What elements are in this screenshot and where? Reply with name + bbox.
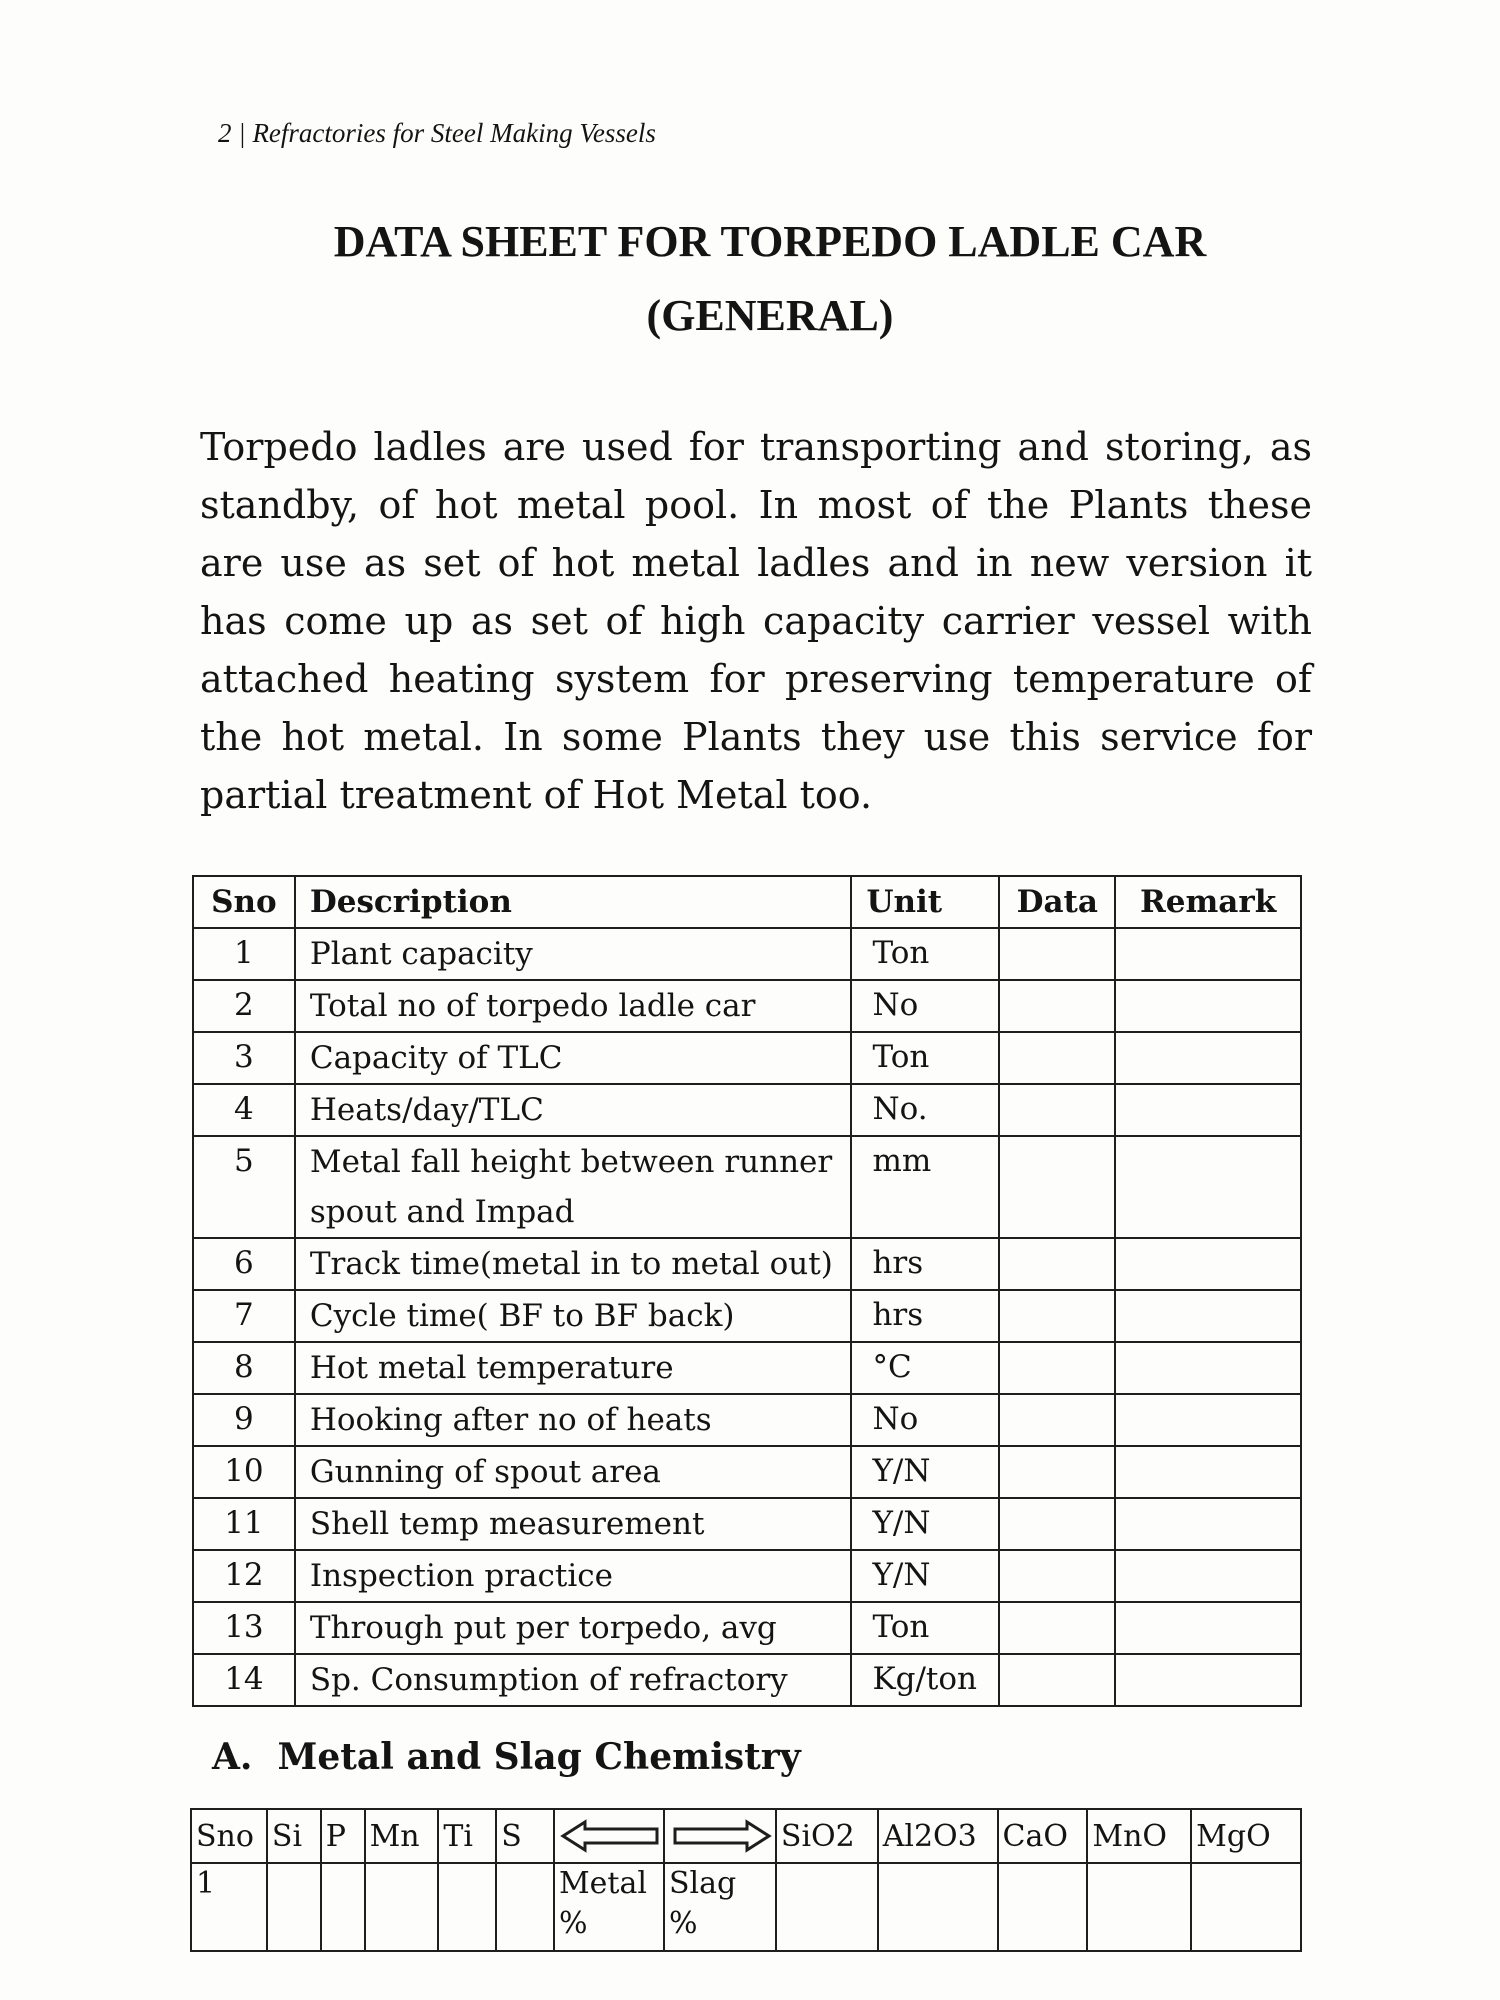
table-row [193, 1084, 1301, 1136]
row-sno: 5 [193, 1136, 295, 1238]
chemistry-table [190, 1808, 1302, 1952]
row-unit: °C [851, 1342, 999, 1394]
section-heading-a [212, 1736, 801, 1778]
chem-header-p: P [321, 1809, 365, 1863]
row-description: Plant capacity [295, 928, 852, 980]
slag-label-cell [664, 1863, 776, 1951]
page-number: 2 [218, 118, 232, 148]
row-description: Through put per torpedo, avg [295, 1602, 852, 1654]
row-data-cell[interactable] [999, 1654, 1115, 1706]
row-data-cell[interactable] [999, 1290, 1115, 1342]
right-arrow-icon [669, 1818, 773, 1854]
table-row [193, 1602, 1301, 1654]
metal-unit: % [558, 1906, 588, 1941]
chem-header-mno: MnO [1087, 1809, 1191, 1863]
metal-label: Metal [558, 1866, 647, 1901]
row-sno: 13 [193, 1602, 295, 1654]
table-row [193, 1550, 1301, 1602]
chem-header-sio2: SiO2 [776, 1809, 878, 1863]
chem-sio2-cell[interactable] [776, 1863, 878, 1951]
row-unit: No [851, 980, 999, 1032]
left-arrow-icon [559, 1818, 663, 1854]
row-unit: Y/N [851, 1446, 999, 1498]
row-sno: 14 [193, 1654, 295, 1706]
chem-mno-cell[interactable] [1087, 1863, 1191, 1951]
row-unit: Ton [851, 1602, 999, 1654]
row-description: Shell temp measurement [295, 1498, 852, 1550]
row-unit: mm [851, 1136, 999, 1238]
row-remark-cell[interactable] [1115, 1032, 1301, 1084]
page-title-line1: DATA SHEET FOR TORPEDO LADLE CAR [333, 217, 1207, 266]
row-description: Hot metal temperature [295, 1342, 852, 1394]
chem-header-mn: Mn [365, 1809, 439, 1863]
table-header-row [193, 876, 1301, 928]
table-row [193, 980, 1301, 1032]
row-remark-cell[interactable] [1115, 1394, 1301, 1446]
chem-data-row [191, 1863, 1301, 1951]
table-row [193, 1238, 1301, 1290]
row-remark-cell[interactable] [1115, 1446, 1301, 1498]
row-unit: Y/N [851, 1498, 999, 1550]
row-sno: 8 [193, 1342, 295, 1394]
metal-arrow-cell [554, 1809, 664, 1863]
chem-header-mgo: MgO [1191, 1809, 1301, 1863]
header-sno: Sno [193, 876, 295, 928]
header-remark: Remark [1115, 876, 1301, 928]
slag-label: Slag [668, 1866, 737, 1901]
row-remark-cell[interactable] [1115, 980, 1301, 1032]
chem-al2o3-cell[interactable] [878, 1863, 998, 1951]
row-unit: No. [851, 1084, 999, 1136]
chem-p-cell[interactable] [321, 1863, 365, 1951]
chem-mn-cell[interactable] [365, 1863, 439, 1951]
row-description: Cycle time( BF to BF back) [295, 1290, 852, 1342]
row-description: Capacity of TLC [295, 1032, 852, 1084]
metal-label-cell [554, 1863, 664, 1951]
row-description: Metal fall height between runner spout and Impad [295, 1136, 852, 1238]
row-remark-cell[interactable] [1115, 1136, 1301, 1238]
row-data-cell[interactable] [999, 1084, 1115, 1136]
row-remark-cell[interactable] [1115, 1654, 1301, 1706]
row-unit: No [851, 1394, 999, 1446]
header-description: Description [295, 876, 852, 928]
chem-ti-cell[interactable] [438, 1863, 496, 1951]
row-sno: 1 [193, 928, 295, 980]
chem-header-si: Si [267, 1809, 321, 1863]
book-title: Refractories for Steel Making Vessels [252, 118, 656, 148]
row-data-cell[interactable] [999, 1238, 1115, 1290]
table-row [193, 1290, 1301, 1342]
table-row [193, 928, 1301, 980]
row-unit: Ton [851, 1032, 999, 1084]
table-row [193, 1654, 1301, 1706]
row-description: Gunning of spout area [295, 1446, 852, 1498]
row-data-cell[interactable] [999, 980, 1115, 1032]
row-sno: 11 [193, 1498, 295, 1550]
row-sno: 4 [193, 1084, 295, 1136]
row-remark-cell[interactable] [1115, 1550, 1301, 1602]
row-data-cell[interactable] [999, 1032, 1115, 1084]
chem-header-s: S [496, 1809, 554, 1863]
row-remark-cell[interactable] [1115, 928, 1301, 980]
row-remark-cell[interactable] [1115, 1290, 1301, 1342]
row-sno: 3 [193, 1032, 295, 1084]
row-data-cell[interactable] [999, 1498, 1115, 1550]
row-sno: 10 [193, 1446, 295, 1498]
table-row [193, 1446, 1301, 1498]
chem-row-sno: 1 [191, 1863, 267, 1951]
row-data-cell[interactable] [999, 928, 1115, 980]
torpedo-data-table [192, 875, 1302, 1707]
row-description: Track time(metal in to metal out) [295, 1238, 852, 1290]
header-separator: | [238, 118, 246, 148]
chem-header-row [191, 1809, 1301, 1863]
row-data-cell[interactable] [999, 1136, 1115, 1238]
table-row [193, 1342, 1301, 1394]
row-sno: 6 [193, 1238, 295, 1290]
row-data-cell[interactable] [999, 1342, 1115, 1394]
section-label: A. [212, 1736, 253, 1778]
row-remark-cell[interactable] [1115, 1602, 1301, 1654]
row-data-cell[interactable] [999, 1394, 1115, 1446]
page-title-line2: (GENERAL) [646, 291, 894, 340]
row-remark-cell[interactable] [1115, 1238, 1301, 1290]
row-description: Inspection practice [295, 1550, 852, 1602]
header-unit: Unit [851, 876, 999, 928]
row-data-cell[interactable] [999, 1446, 1115, 1498]
chem-header-cao: CaO [998, 1809, 1088, 1863]
row-sno: 12 [193, 1550, 295, 1602]
table-row [193, 1498, 1301, 1550]
row-unit: Ton [851, 928, 999, 980]
running-header [218, 118, 656, 149]
row-unit: Y/N [851, 1550, 999, 1602]
row-sno: 9 [193, 1394, 295, 1446]
table-row [193, 1032, 1301, 1084]
table-row [193, 1136, 1301, 1238]
header-data: Data [999, 876, 1115, 928]
row-description: Hooking after no of heats [295, 1394, 852, 1446]
row-unit: hrs [851, 1290, 999, 1342]
row-unit: Kg/ton [851, 1654, 999, 1706]
chem-mgo-cell[interactable] [1191, 1863, 1301, 1951]
chem-si-cell[interactable] [267, 1863, 321, 1951]
intro-paragraph: Torpedo ladles are used for transporting and storing, as standby, of hot metal pool. In most of the Plants these are use as set of hot metal ladles and in new version it has come up as set of high capacity carrier vessel with attached heating system for preserving temperature of the hot metal. In some Plants they use this service for partial treatment of Hot Metal too. [200, 425, 1312, 817]
chem-header-al2o3: Al2O3 [878, 1809, 998, 1863]
row-description: Heats/day/TLC [295, 1084, 852, 1136]
chem-s-cell[interactable] [496, 1863, 554, 1951]
row-remark-cell[interactable] [1115, 1498, 1301, 1550]
section-title: Metal and Slag Chemistry [277, 1736, 801, 1778]
row-data-cell[interactable] [999, 1602, 1115, 1654]
row-sno: 7 [193, 1290, 295, 1342]
row-remark-cell[interactable] [1115, 1342, 1301, 1394]
slag-arrow-cell [664, 1809, 776, 1863]
row-description: Total no of torpedo ladle car [295, 980, 852, 1032]
row-description: Sp. Consumption of refractory [295, 1654, 852, 1706]
chem-header-ti: Ti [438, 1809, 496, 1863]
row-sno: 2 [193, 980, 295, 1032]
table-row [193, 1394, 1301, 1446]
row-unit: hrs [851, 1238, 999, 1290]
chem-header-sno: Sno [191, 1809, 267, 1863]
slag-unit: % [668, 1906, 698, 1941]
row-remark-cell[interactable] [1115, 1084, 1301, 1136]
row-data-cell[interactable] [999, 1550, 1115, 1602]
chem-cao-cell[interactable] [998, 1863, 1088, 1951]
